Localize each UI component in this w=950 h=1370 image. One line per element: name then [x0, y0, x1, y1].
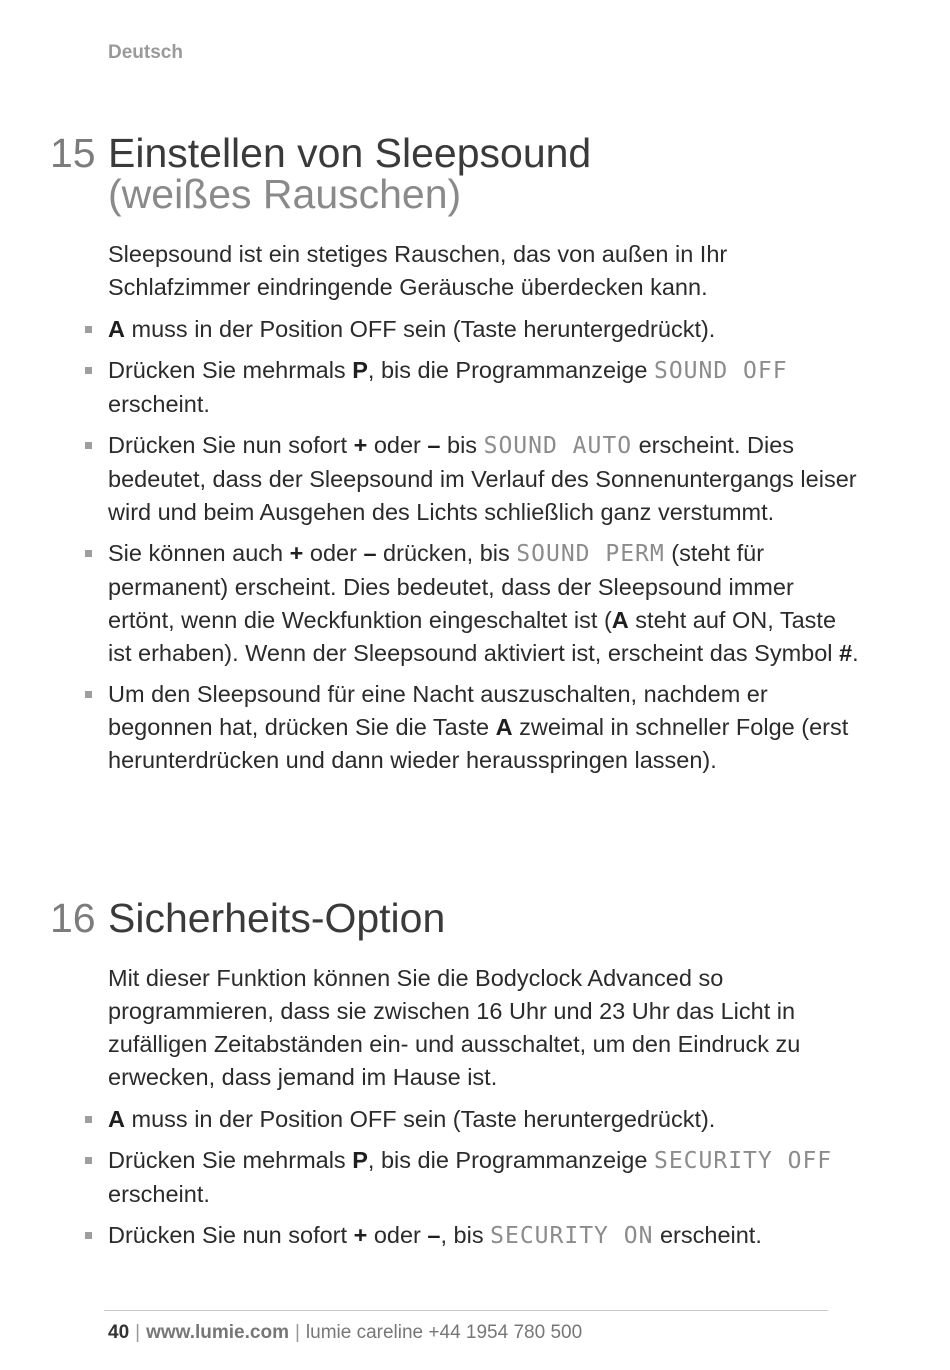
lcd-display-text: SOUND AUTO [483, 433, 633, 459]
item-text: Drücken Sie nun sofort [108, 432, 354, 458]
item-text: drücken, bis [376, 540, 517, 566]
bullet-icon [85, 1157, 92, 1164]
intro-paragraph: Mit dieser Funktion können Sie die Bodyclock Advanced so programmieren, dass sie zwischen 16 Uhr und 23 Uhr das Licht in zufälligen Zeitabständen ein- und ausschaltet, um den Eindruck zu erwecken, dass jemand im Hause ist. [108, 965, 801, 1090]
plus-key-icon: + [353, 432, 368, 458]
list-item [108, 313, 860, 346]
section-subtitle: (weißes Rauschen) [108, 171, 462, 217]
lcd-display-text: SOUND PERM [516, 541, 665, 567]
item-text: , bis [440, 1222, 491, 1248]
minus-key-icon: – [427, 432, 441, 458]
lcd-display-text: SECURITY ON [490, 1223, 654, 1249]
item-text: (steht für permanent) erscheint. Dies bedeutet, dass der Sleepsound immer ertönt, wenn die Weckfunktion eingeschaltet ist ( [108, 540, 794, 633]
plus-key-icon: + [353, 1222, 368, 1248]
item-text: Drücken Sie mehrmals [108, 1147, 353, 1173]
bullet-icon [85, 550, 92, 557]
item-text: erscheint. [108, 391, 210, 417]
key-label: A [495, 714, 513, 740]
list-item [108, 678, 860, 777]
footer [108, 1322, 582, 1344]
footer-separator: | [135, 1322, 141, 1343]
bullet-icon [85, 691, 92, 698]
footer-divider [104, 1310, 828, 1311]
item-text: Sie können auch [108, 540, 290, 566]
list-item [108, 1219, 860, 1253]
page-number: 40 [108, 1322, 130, 1343]
language-label: Deutsch [108, 42, 183, 63]
sleepsound-symbol-icon: # [839, 640, 853, 666]
item-text: Drücken Sie mehrmals [108, 357, 353, 383]
item-text: oder [367, 432, 428, 458]
section-title-main: Einstellen von Sleepsound [108, 130, 592, 176]
list-item [108, 1103, 860, 1136]
item-text: Drücken Sie nun sofort [108, 1222, 354, 1248]
key-label: A [611, 607, 629, 633]
lcd-display-text: SOUND OFF [653, 358, 788, 384]
key-label: P [352, 1147, 368, 1173]
item-text: erscheint. [653, 1222, 762, 1248]
bullet-icon [85, 442, 92, 449]
item-text: erscheint. Dies bedeutet, dass der Sleepsound im Verlauf des Sonnenuntergangs leiser wird und beim Ausgehen des Lichts schließlich ganz verstummt. [108, 432, 857, 525]
plus-key-icon: + [289, 540, 304, 566]
bullet-icon [85, 326, 92, 333]
key-label: A [108, 1106, 125, 1132]
bullet-icon [85, 367, 92, 374]
section-number: 15 [50, 130, 96, 176]
item-text: . [852, 640, 859, 666]
careline-text: lumie careline +44 1954 780 500 [305, 1322, 583, 1343]
item-text: Um den Sleepsound für eine Nacht auszuschalten, nachdem er begonnen hat, drücken Sie die Taste [108, 681, 768, 740]
item-text: , bis die Programmanzeige [367, 357, 654, 383]
instruction-list [108, 1103, 860, 1253]
item-text: oder [303, 540, 364, 566]
bullet-icon [85, 1116, 92, 1123]
lcd-display-text: SECURITY OFF [653, 1148, 833, 1174]
list-item [108, 537, 860, 670]
key-label: P [352, 357, 368, 383]
footer-separator: | [294, 1322, 300, 1343]
item-text: erscheint. [108, 1181, 210, 1207]
list-item [108, 354, 860, 421]
section-title: Sicherheits-Option [108, 895, 446, 941]
item-text: muss in der Position OFF sein (Taste heruntergedrückt). [124, 1106, 716, 1132]
key-label: A [108, 316, 125, 342]
minus-key-icon: – [363, 540, 377, 566]
section-sleepsound-body [108, 238, 860, 785]
bullet-icon [85, 1232, 92, 1239]
list-item [108, 1144, 860, 1211]
item-text: zweimal in schneller Folge (erst herunterdrücken und dann wieder herausspringen lassen). [108, 714, 849, 773]
intro-paragraph: Sleepsound ist ein stetiges Rauschen, das von außen in Ihr Schlafzimmer eindringende Geräusche überdecken kann. [108, 241, 728, 300]
item-text: oder [367, 1222, 428, 1248]
instruction-list [108, 313, 860, 777]
section-number: 16 [50, 895, 96, 941]
section-security-body [108, 962, 860, 1261]
website-link[interactable]: www.lumie.com [146, 1322, 289, 1343]
item-text: bis [440, 432, 484, 458]
item-text: , bis die Programmanzeige [367, 1147, 654, 1173]
item-text: muss in der Position OFF sein (Taste heruntergedrückt). [124, 316, 716, 342]
section-title [108, 130, 592, 217]
list-item [108, 429, 860, 529]
minus-key-icon: – [427, 1222, 441, 1248]
item-text: steht auf ON, Taste ist erhaben). Wenn der Sleepsound aktiviert ist, erscheint das Symbol [108, 607, 840, 666]
